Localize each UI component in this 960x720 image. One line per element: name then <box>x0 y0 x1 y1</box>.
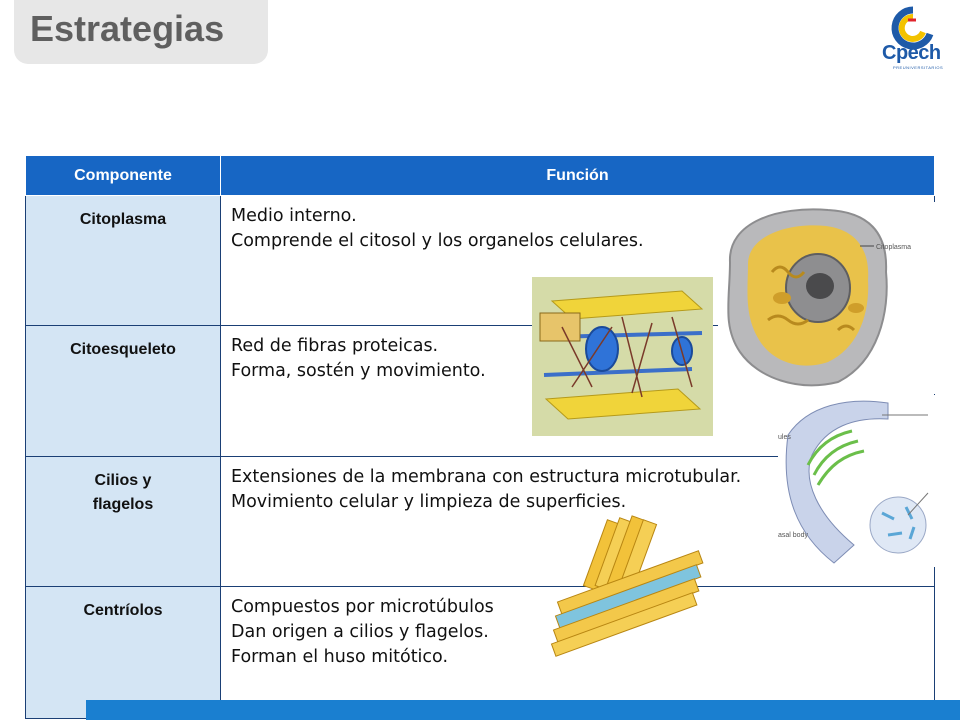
component-name <box>26 326 221 457</box>
slide-title: Estrategias <box>30 8 225 49</box>
logo-subtitle: PREUNIVERSITARIOS <box>893 65 944 70</box>
component-name <box>26 457 221 587</box>
bottom-bar <box>86 700 960 720</box>
component-name-line: Centríolos <box>83 602 163 619</box>
component-name-line: flagelos <box>92 496 154 513</box>
function-line: Dan origen a cilios y flagelos. <box>231 622 489 642</box>
table-row <box>26 587 935 719</box>
cilia-label-microtubules: ules <box>778 434 791 441</box>
logo-brand-text: Cpech <box>882 42 941 64</box>
cytoskeleton-illustration <box>532 277 713 436</box>
cilia-label-basal-body: asal body <box>778 532 808 539</box>
function-line: Extensiones de la membrana con estructura microtubular. <box>231 467 742 487</box>
function-line: Medio interno. <box>231 206 357 226</box>
cytoplasm-label: Citoplasma <box>876 244 912 251</box>
header-funcion: Función <box>221 156 935 196</box>
function-line: Movimiento celular y limpieza de superficies. <box>231 492 627 512</box>
function-line: Red de fibras proteicas. <box>231 336 439 356</box>
header-componente: Componente <box>26 156 221 196</box>
function-line: Compuestos por microtúbulos <box>231 597 494 617</box>
function-line: Forman el huso mitótico. <box>231 647 449 667</box>
component-name <box>26 587 221 719</box>
function-line: Comprende el citosol y los organelos celulares. <box>231 231 644 251</box>
function-line: Forma, sostén y movimiento. <box>231 361 486 381</box>
cytoplasm-cell-illustration <box>718 202 936 394</box>
cilia-flagella-illustration <box>778 395 936 567</box>
component-name-line: Citoesqueleto <box>70 341 176 358</box>
table-header-row <box>26 156 935 196</box>
centrioles-illustration <box>545 512 710 670</box>
component-name-line: Cilios y <box>94 472 152 489</box>
component-name-line: Citoplasma <box>79 211 167 228</box>
component-name <box>26 196 221 326</box>
